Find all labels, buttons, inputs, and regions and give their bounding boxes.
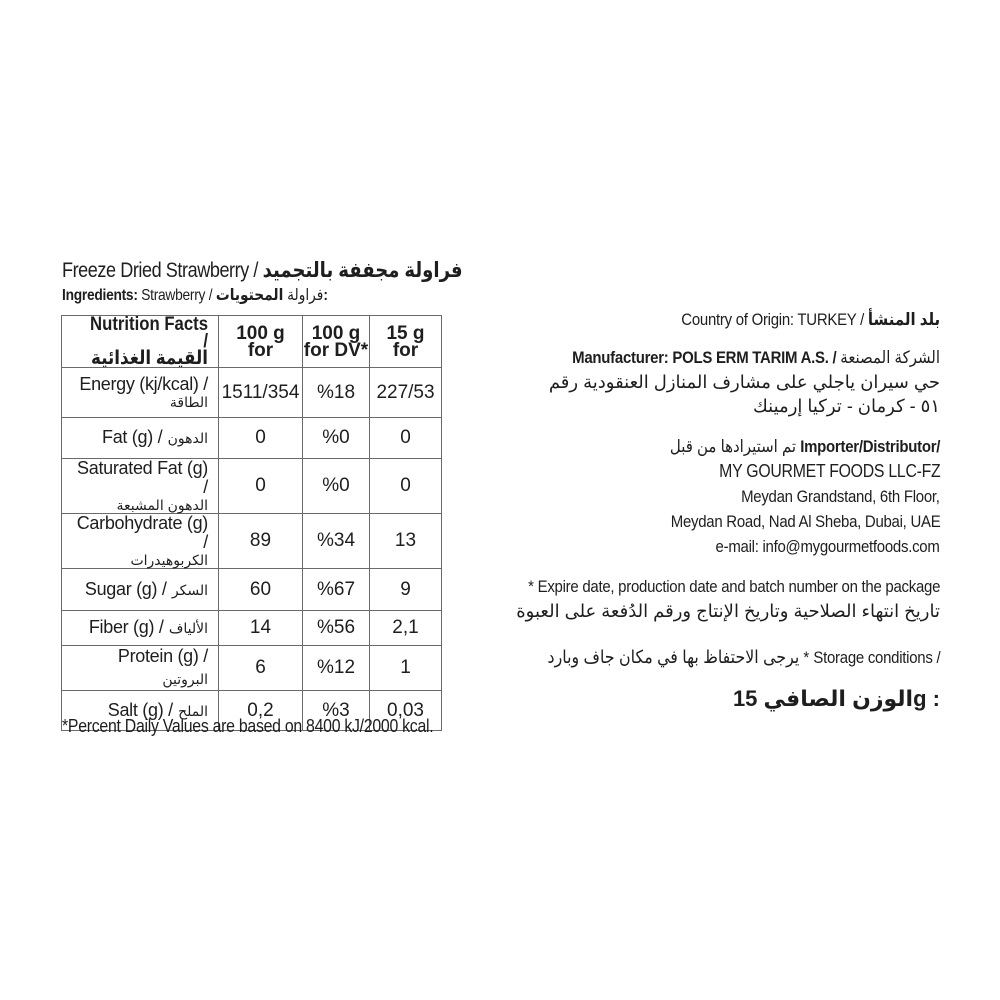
value-per-15g: 0	[370, 459, 442, 514]
value-per-15g: 9	[370, 569, 442, 611]
row-label: Salt (g) / الملح	[62, 691, 219, 731]
header-per-15g: 15 g for	[370, 316, 442, 368]
value-dv: %67	[303, 569, 370, 611]
row-label: Fat (g) / الدهون	[62, 418, 219, 459]
value-per-100g: 60	[219, 569, 303, 611]
country-of-origin: Country of Origin: TURKEY / بلد المنشأ	[681, 310, 940, 329]
row-label: Protein (g) / البروتين	[62, 646, 219, 691]
header-dv: 100 g for DV*	[303, 316, 370, 368]
value-dv: %56	[303, 611, 370, 646]
expire-note-en: * Expire date, production date and batch number on the package	[528, 577, 940, 596]
ingredients-value-ar: فراولة	[287, 287, 324, 304]
importer-name: MY GOURMET FOODS LLC-FZ	[718, 461, 940, 481]
value-per-15g: 227/53	[370, 368, 442, 418]
importer-address-1: Meydan Grandstand, 6th Floor,	[741, 487, 940, 506]
value-per-15g: 1	[370, 646, 442, 691]
net-weight: الوزن الصافي 15g :	[732, 686, 940, 711]
row-label: Fiber (g) / الألياف	[62, 611, 219, 646]
importer-address-2: Meydan Road, Nad Al Sheba, Dubai, UAE	[670, 512, 940, 531]
product-title	[62, 258, 463, 283]
value-per-100g: 0,2	[219, 691, 303, 731]
manufacturer-address-ar-1: حي سيران ياجلي على مشارف المنازل العنقودية رقم	[548, 372, 940, 392]
value-dv: %12	[303, 646, 370, 691]
importer-email: e-mail: info@mygourmetfoods.com	[715, 537, 940, 556]
manufacturer-address-ar-2: ٥١ - كرمان - تركيا إرمينك	[753, 396, 940, 416]
table-header-row	[62, 316, 442, 368]
value-dv: %0	[303, 459, 370, 514]
row-label: Saturated Fat (g) / الدهون المشبعة	[62, 459, 219, 514]
ingredients-value-en: Strawberry /	[141, 287, 213, 304]
product-title-en: Freeze Dried Strawberry /	[62, 259, 258, 282]
ingredients-label: Ingredients:	[62, 287, 138, 304]
table-row	[62, 646, 442, 691]
row-label: Carbohydrate (g) / الكربوهيدرات	[62, 514, 219, 569]
value-per-100g: 1511/354	[219, 368, 303, 418]
value-dv: %0	[303, 418, 370, 459]
value-dv: %18	[303, 368, 370, 418]
value-per-100g: 0	[219, 459, 303, 514]
table-row	[62, 368, 442, 418]
storage-note: يرجى الاحتفاظ بها في مكان جاف وبارد * Storage conditions /	[547, 647, 940, 667]
table-row	[62, 418, 442, 459]
header-per-100g: 100 g for	[219, 316, 303, 368]
row-label: Sugar (g) / السكر	[62, 569, 219, 611]
value-per-15g: 0,03	[370, 691, 442, 731]
nutrition-facts-table	[61, 315, 442, 731]
value-per-15g: 13	[370, 514, 442, 569]
table-row	[62, 569, 442, 611]
table-row	[62, 514, 442, 569]
header-nutrition-facts: Nutrition Facts / القيمة الغذائية	[62, 316, 219, 368]
dv-footnote: *Percent Daily Values are based on 8400 kJ/2000 kcal.	[62, 716, 434, 736]
value-dv: %34	[303, 514, 370, 569]
value-per-15g: 0	[370, 418, 442, 459]
product-title-ar: فراولة مجففة بالتجميد	[262, 259, 463, 282]
table-row	[62, 459, 442, 514]
manufacturer-line: Manufacturer: POLS ERM TARIM A.S. / الشركة المصنعة	[572, 348, 940, 367]
value-per-15g: 2,1	[370, 611, 442, 646]
row-label: Energy (kj/kcal) / الطاقة	[62, 368, 219, 418]
importer-line: تم استيرادها من قبل Importer/Distributor/	[669, 437, 940, 456]
expire-note-ar: تاريخ انتهاء الصلاحية وتاريخ الإنتاج ورقم الدُفعة على العبوة	[516, 601, 940, 621]
value-per-100g: 89	[219, 514, 303, 569]
ingredients-line	[62, 285, 328, 305]
value-per-100g: 14	[219, 611, 303, 646]
ingredients-label-ar: المحتويات:	[215, 287, 328, 304]
value-per-100g: 6	[219, 646, 303, 691]
value-dv: %3	[303, 691, 370, 731]
table-row	[62, 611, 442, 646]
value-per-100g: 0	[219, 418, 303, 459]
